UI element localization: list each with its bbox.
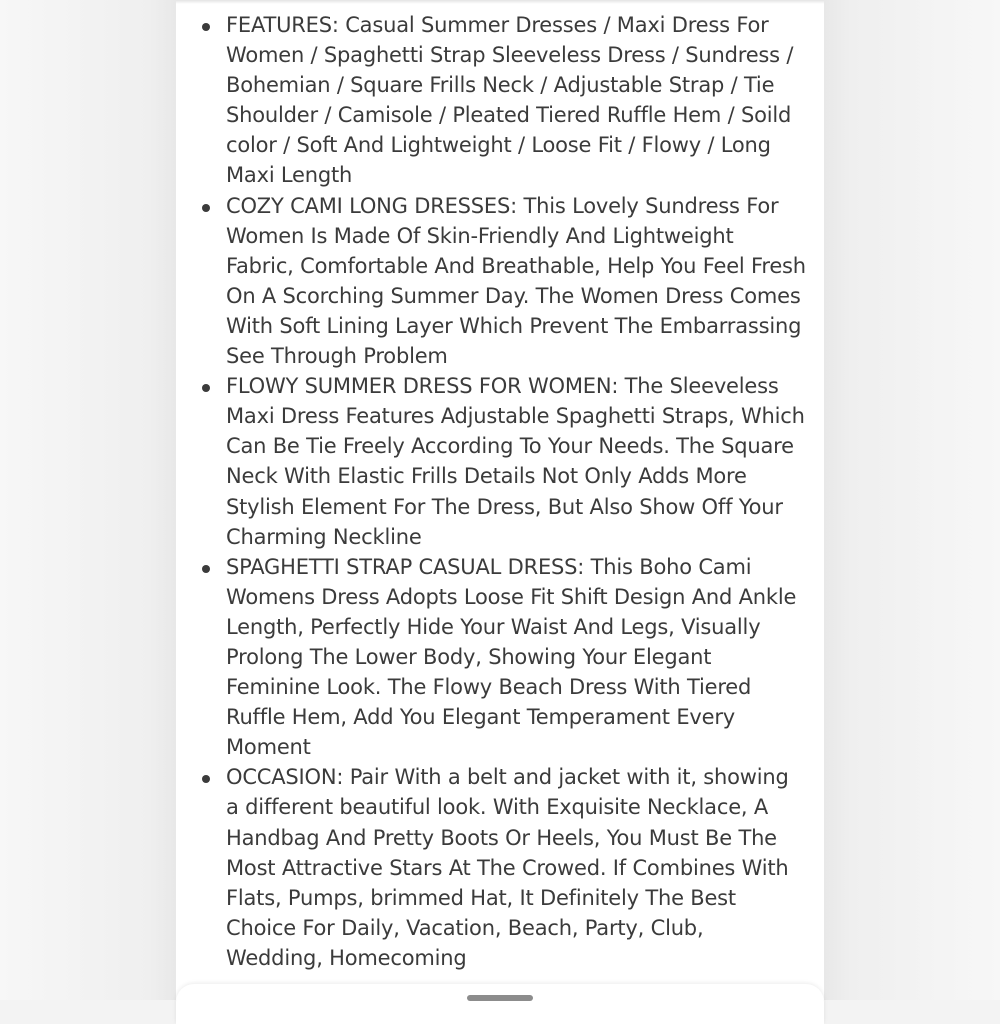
feature-text: SPAGHETTI STRAP CASUAL DRESS: This Boho Cami Womens Dress Adopts Loose Fit Shift Design And Ankle Length, Perfectly Hide Your Waist And Legs, Visually Prolong The Lower Body, Showing Your Elegant Feminine Look. The Flowy Beach Dress With Tiered Ruffle Hem, Add You Elegant Temperament Every Moment (226, 554, 797, 760)
feature-item-spaghetti-strap (226, 552, 806, 763)
drag-handle-icon[interactable] (467, 995, 533, 1001)
feature-item-features (226, 10, 806, 191)
description-sheet[interactable] (176, 0, 824, 1000)
feature-text: OCCASION: Pair With a belt and jacket with it, showing a different beautiful look. With Exquisite Necklace, A Handbag And Pretty Boots Or Heels, You Must Be The Most Attractive Stars At The Crowed. If Combines With Flats, Pumps, brimmed Hat, It Definitely The Best Choice For Daily, Vacation, Beach, Party, Club, Wedding, Homecoming (226, 765, 789, 970)
feature-item-occasion (226, 762, 806, 973)
bullet-icon (202, 384, 210, 392)
bottom-sheet-bar[interactable] (176, 984, 824, 1024)
bullet-icon (202, 23, 210, 31)
feature-text: FLOWY SUMMER DRESS FOR WOMEN: The Sleeveless Maxi Dress Features Adjustable Spaghetti Straps, Which Can Be Tie Freely According To Your Needs. The Square Neck With Elastic Frills Details Not Only Adds More Stylish Element For The Dress, But Also Show Off Your Charming Neckline (226, 374, 805, 549)
bullet-icon (202, 775, 210, 783)
bullet-icon (202, 565, 210, 573)
right-background (824, 0, 1000, 1000)
sheet-top-shadow (176, 0, 824, 4)
feature-item-flowy-summer (226, 371, 806, 552)
bullet-icon (202, 204, 210, 212)
feature-text: COZY CAMI LONG DRESSES: This Lovely Sundress For Women Is Made Of Skin-Friendly And Lightweight Fabric, Comfortable And Breathable, Help You Feel Fresh On A Scorching Summer Day. The Women Dress Comes With Soft Lining Layer Which Prevent The Embarrassing See Through Problem (226, 193, 806, 369)
left-background (0, 0, 176, 1000)
feature-item-cozy-cami (226, 191, 806, 372)
feature-list (226, 10, 806, 973)
feature-text: FEATURES: Casual Summer Dresses / Maxi Dress For Women / Spaghetti Strap Sleeveless Dress / Sundress / Bohemian / Square Frills Neck / Adjustable Strap / Tie Shoulder / Camisole / Pleated Tiered Ruffle Hem / Soild color / Soft And Lightweight / Loose Fit / Flowy / Long Maxi Length (226, 13, 794, 188)
